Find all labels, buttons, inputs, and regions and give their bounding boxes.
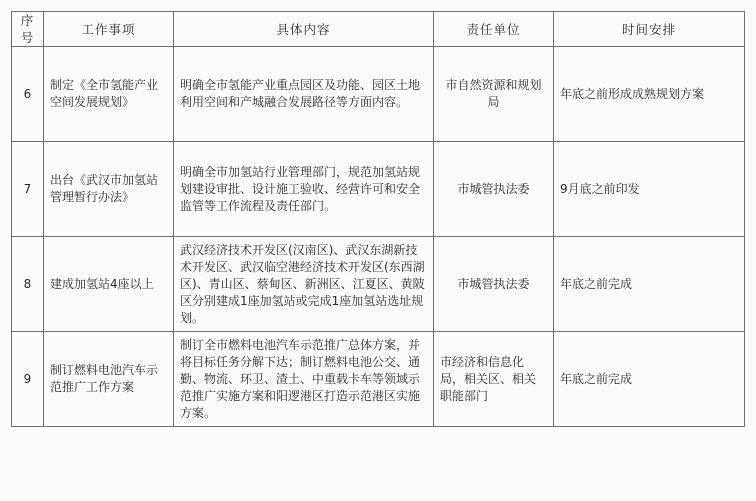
row-task: 建成加氢站4座以上 [44, 237, 174, 332]
row-schedule: 9月底之前印发 [554, 142, 745, 237]
row-unit: 市城管执法委 [434, 142, 554, 237]
work-plan-table [11, 11, 745, 427]
row-content: 制订全市燃料电池汽车示范推广总体方案，并将目标任务分解下达；制订燃料电池公交、通勤、物流、环卫、渣土、中重载卡车等领域示范推广实施方案和阳逻港区打造示范港区实施方案。 [174, 332, 434, 427]
row-task: 出台《武汉市加氢站管理暂行办法》 [44, 142, 174, 237]
row-schedule: 年底之前完成 [554, 237, 745, 332]
table-header-row [12, 12, 745, 47]
row-content: 明确全市加氢站行业管理部门，规范加氢站规划建设审批、设计施工验收、经营许可和安全监管等工作流程及责任部门。 [174, 142, 434, 237]
row-content: 武汉经济技术开发区(汉南区)、武汉东湖新技术开发区、武汉临空港经济技术开发区(东西湖区)、青山区、蔡甸区、新洲区、江夏区、黄陂区分别建成1座加氢站或完成1座加氢站选址规划。 [174, 237, 434, 332]
table-row [12, 332, 745, 427]
row-schedule: 年底之前完成 [554, 332, 745, 427]
row-content: 明确全市氢能产业重点园区及功能、园区土地利用空间和产城融合发展路径等方面内容。 [174, 47, 434, 142]
row-unit: 市经济和信息化局，相关区、相关职能部门 [434, 332, 554, 427]
row-seq: 6 [12, 47, 44, 142]
table-row [12, 142, 745, 237]
row-seq: 8 [12, 237, 44, 332]
row-task: 制订燃料电池汽车示范推广工作方案 [44, 332, 174, 427]
header-unit: 责任单位 [434, 12, 554, 47]
header-seq: 序号 [12, 12, 44, 47]
header-content: 具体内容 [174, 12, 434, 47]
table-row [12, 47, 745, 142]
row-schedule: 年底之前形成成熟规划方案 [554, 47, 745, 142]
table-row [12, 237, 745, 332]
row-seq: 9 [12, 332, 44, 427]
row-task: 制定《全市氢能产业空间发展规划》 [44, 47, 174, 142]
header-schedule: 时间安排 [554, 12, 745, 47]
header-task: 工作事项 [44, 12, 174, 47]
row-unit: 市城管执法委 [434, 237, 554, 332]
row-seq: 7 [12, 142, 44, 237]
row-unit: 市自然资源和规划局 [434, 47, 554, 142]
